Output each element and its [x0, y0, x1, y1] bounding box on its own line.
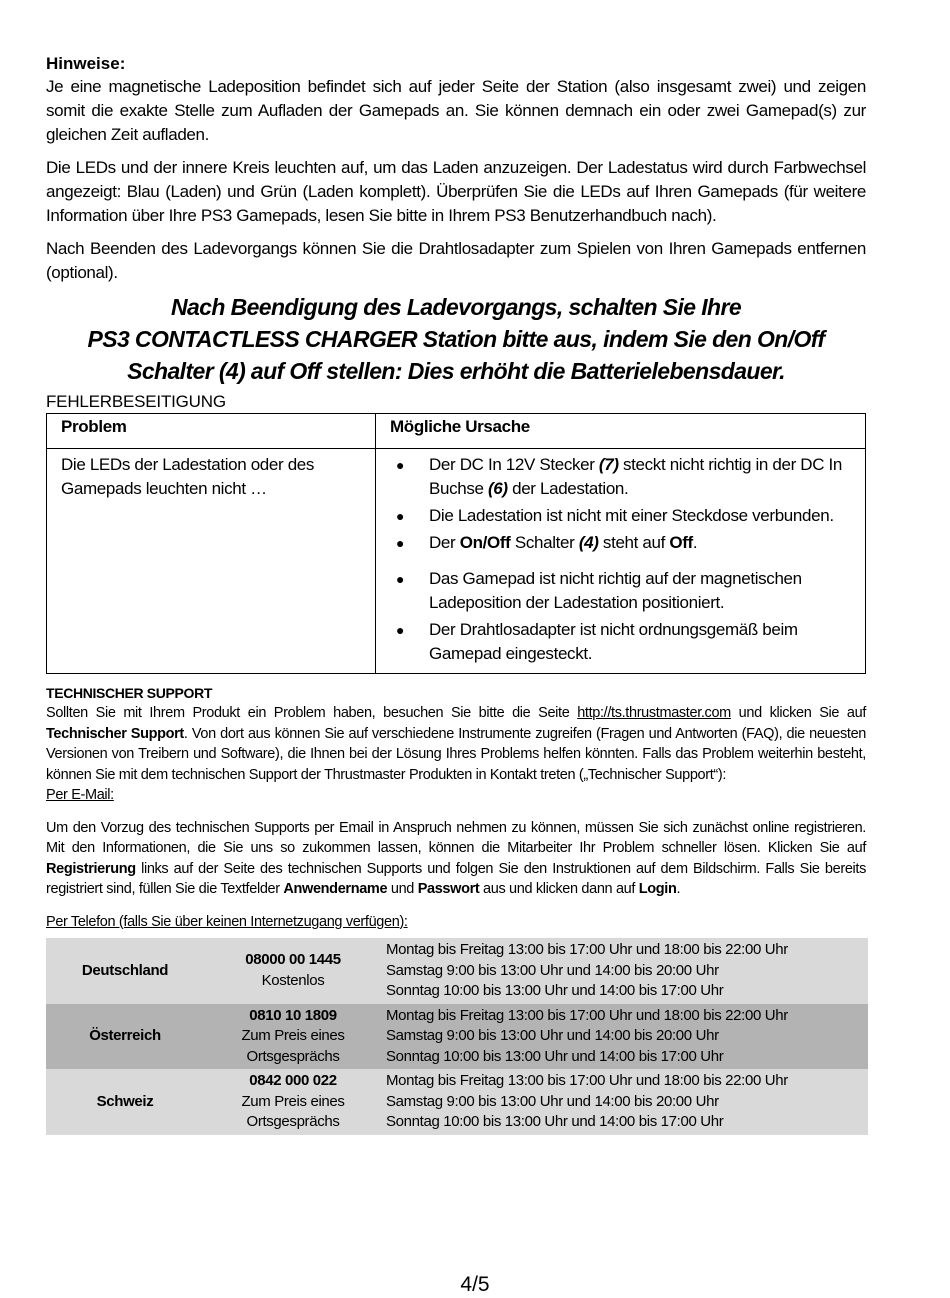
troubleshooting-heading: FEHLERBESEITIGUNG — [46, 392, 226, 411]
cause-item — [396, 531, 857, 555]
support-paragraph: Sollten Sie mit Ihrem Produkt ein Problem haben, besuchen Sie bitte die Seite http://ts.thrustmaster.com und klicken Sie auf Technischer Support. Von dort aus können Sie auf verschiedene Instrumente zugreifen (Fragen und Antworten (FAQ), die neuesten Versionen von Treibern und Software), die Ihnen bei der Lösung Ihres Problems helfen könnten. Falls das Problem weiterhin besteht, können Sie mit dem technischen Support der Thrustmaster Produkten in Kontakt treten („Technischer Support“): — [46, 705, 866, 783]
contact-row — [46, 1004, 868, 1070]
hours-cell — [382, 1004, 868, 1070]
warning-line-1: Nach Beendigung des Ladevorgangs, schalten Sie Ihre — [170, 294, 742, 320]
contact-table — [46, 938, 868, 1135]
call-cost-line-2: Ortsgesprächs — [246, 1113, 340, 1130]
hours-cell — [382, 938, 868, 1004]
phone-number: 0810 10 1809 — [249, 1006, 337, 1024]
country-cell: Deutschland — [46, 938, 204, 1004]
problem-cell: Die LEDs der Ladestation oder des Gamepads leuchten nicht … — [47, 449, 376, 674]
hours-cell — [382, 1069, 868, 1135]
troubleshooting-header-row — [47, 414, 866, 449]
call-cost: Zum Preis eines — [241, 1027, 345, 1044]
hints-paragraph-2: Die LEDs und der innere Kreis leuchten auf, um das Laden anzuzeigen. Der Ladestatus wird durch Farbwechsel angezeigt: Blau (Laden) und Grün (Laden komplett). Überprüfen Sie die LEDs auf Ihren Gamepads (für weitere Information über Ihre PS3 Gamepads, lesen Sie bitte in Ihrem PS3 Benutzerhandbuch nach). — [46, 158, 866, 225]
hours-weekday: Montag bis Freitag 13:00 bis 17:00 Uhr und 18:00 bis 22:00 Uhr — [386, 1006, 788, 1024]
hours-sunday: Sonntag 10:00 bis 13:00 Uhr und 14:00 bis 17:00 Uhr — [386, 1113, 724, 1130]
call-cost: Zum Preis eines — [241, 1092, 345, 1110]
problem-column-header: Problem — [47, 414, 376, 449]
cause-item — [396, 504, 857, 528]
warning-line-2: PS3 CONTACTLESS CHARGER Station bitte aus, indem Sie den On/Off — [87, 326, 825, 352]
warning-line-3: Schalter (4) auf Off stellen: Dies erhöht die Batterielebensdauer. — [127, 358, 785, 384]
contact-row — [46, 938, 868, 1004]
country-cell: Schweiz — [46, 1069, 204, 1135]
bullet-icon: ● — [396, 457, 405, 473]
bullet-icon: ● — [396, 571, 405, 587]
phone-cell — [204, 938, 382, 1004]
bullet-icon: ● — [396, 622, 405, 638]
email-paragraph: Um den Vorzug des technischen Supports per Email in Anspruch nehmen zu können, müssen Sie sich zunächst online registrieren. Mit den Informationen, die Sie uns so zukommen lassen, können die Mitarbeiter Ihr Problem schneller lösen. Klicken Sie auf Registrierung links auf der Seite des technischen Supports und folgen Sie den Instruktionen auf dem Bildschirm. Falls Sie bereits registriert sind, füllen Sie die Textfelder Anwendername und Passwort aus und klicken dann auf Login. — [46, 819, 866, 897]
page-number: 4/5 — [460, 1273, 490, 1296]
hours-saturday: Samstag 9:00 bis 13:00 Uhr und 14:00 bis 20:00 Uhr — [386, 961, 719, 979]
battery-warning — [46, 291, 866, 387]
hours-saturday: Samstag 9:00 bis 13:00 Uhr und 14:00 bis 20:00 Uhr — [386, 1092, 719, 1110]
bullet-icon: ● — [396, 535, 405, 551]
cause-item — [396, 618, 857, 666]
support-link[interactable]: http://ts.thrustmaster.com — [577, 705, 731, 721]
phone-cell — [204, 1069, 382, 1135]
hours-saturday: Samstag 9:00 bis 13:00 Uhr und 14:00 bis 20:00 Uhr — [386, 1027, 719, 1044]
causes-cell — [376, 449, 866, 674]
troubleshooting-row — [47, 449, 866, 674]
cause-column-header: Mögliche Ursache — [376, 414, 866, 449]
email-heading: Per E-Mail: — [46, 787, 114, 803]
troubleshooting-table — [46, 413, 866, 674]
cause-item — [396, 567, 857, 615]
phone-number: 0842 000 022 — [249, 1072, 337, 1089]
hints-paragraph-3: Nach Beenden des Ladevorgangs können Sie die Drahtlosadapter zum Spielen von Ihren Gamepads entfernen (optional). — [46, 239, 866, 282]
hours-weekday: Montag bis Freitag 13:00 bis 17:00 Uhr und 18:00 bis 22:00 Uhr — [386, 941, 788, 958]
cause-text: Das Gamepad ist nicht richtig auf der magnetischen Ladeposition der Ladestation positioniert. — [429, 569, 802, 612]
hours-sunday: Sonntag 10:00 bis 13:00 Uhr und 14:00 bis 17:00 Uhr — [386, 982, 724, 999]
bullet-icon: ● — [396, 508, 405, 524]
cause-text: Die Ladestation ist nicht mit einer Steckdose verbunden. — [429, 506, 834, 525]
cause-text: Der On/Off Schalter (4) steht auf Off. — [429, 533, 698, 552]
phone-cell — [204, 1004, 382, 1070]
hours-sunday: Sonntag 10:00 bis 13:00 Uhr und 14:00 bis 17:00 Uhr — [386, 1047, 724, 1065]
hours-weekday: Montag bis Freitag 13:00 bis 17:00 Uhr und 18:00 bis 22:00 Uhr — [386, 1072, 788, 1089]
support-heading: TECHNISCHER SUPPORT — [46, 685, 213, 701]
country-cell: Österreich — [46, 1004, 204, 1070]
contact-row — [46, 1069, 868, 1135]
phone-heading: Per Telefon (falls Sie über keinen Internetzugang verfügen): — [46, 913, 408, 930]
call-cost-line-2: Ortsgesprächs — [246, 1047, 340, 1065]
cause-item — [396, 453, 857, 501]
document-page — [46, 52, 866, 1135]
phone-number: 08000 00 1445 — [245, 951, 341, 969]
cause-text: Der DC In 12V Stecker (7) steckt nicht richtig in der DC In Buchse (6) der Ladestation. — [429, 455, 843, 498]
hints-heading: Hinweise: — [46, 54, 126, 73]
cause-text: Der Drahtlosadapter ist nicht ordnungsgemäß beim Gamepad eingesteckt. — [429, 620, 798, 663]
hints-paragraph-1: Je eine magnetische Ladeposition befindet sich auf jeder Seite der Station (also insgesamt zwei) und zeigen somit die exakte Stelle zum Aufladen der Gamepads an. Sie können demnach ein oder zwei Gamepad(s) zur gleichen Zeit aufladen. — [46, 77, 866, 144]
call-cost: Kostenlos — [261, 971, 325, 989]
